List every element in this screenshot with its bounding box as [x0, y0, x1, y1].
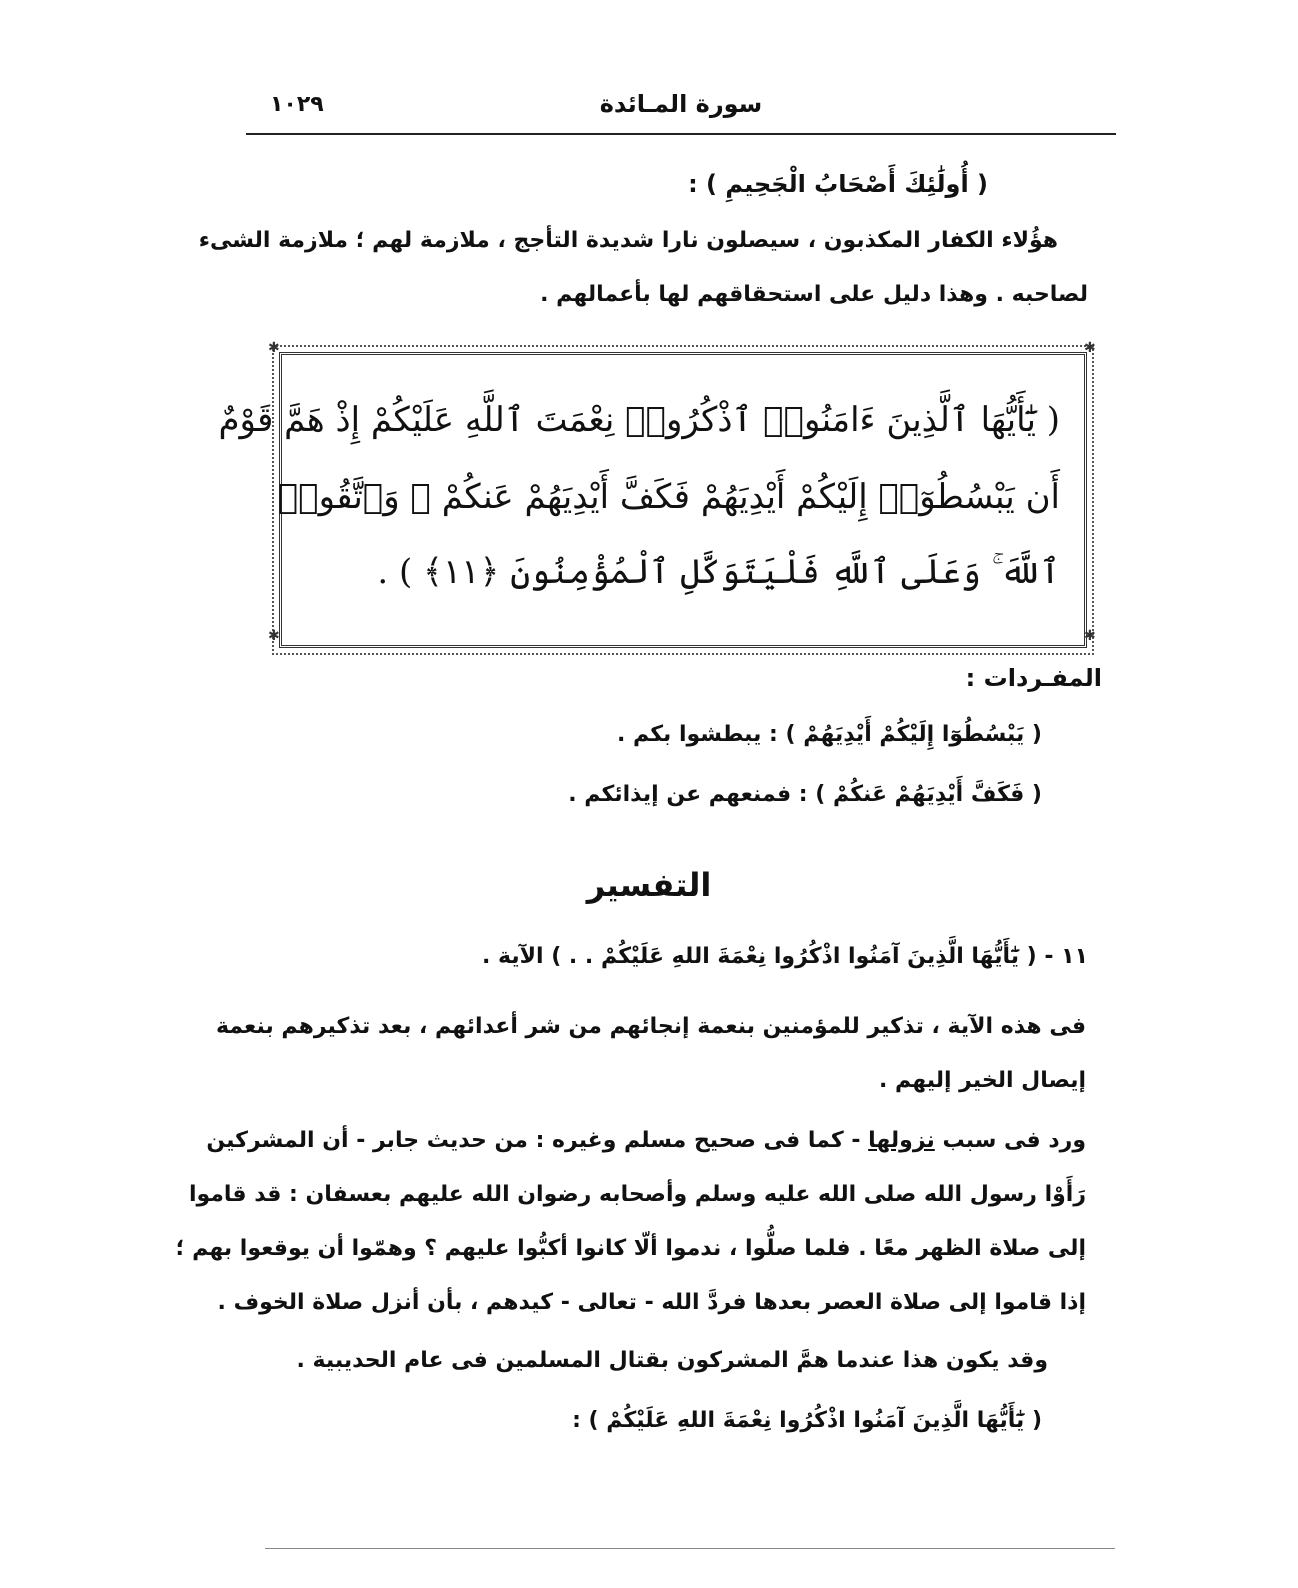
vocabulary-item-2: ( فَكَفَّ أَيْدِيَهُمْ عَنكُمْ ) : فمنعهم عن إيذائكم . [568, 782, 1042, 807]
frame-corner-ornament-icon: ✱ [1084, 340, 1096, 356]
verse-line-1: ( يَٰٓأَيُّهَا ٱلَّذِينَ ءَامَنُوا۟ ٱذْكُرُوا۟ نِعْمَتَ ٱللَّهِ عَلَيْكُمْ إِذْ هَمَّ قَوْمٌ [218, 400, 1060, 440]
intro-paragraph-line-2: لصاحبه . وهذا دليل على استحقاقهم لها بأعمالهم . [540, 282, 1088, 307]
frame-corner-ornament-icon: ✱ [268, 340, 280, 356]
page-header [246, 86, 1116, 130]
tafsir-paragraph-2-line-4: إذا قاموا إلى صلاة العصر بعدها فردَّ الله - تعالى - كيدهم ، بأن أنزل صلاة الخوف . [217, 1290, 1086, 1315]
intro-heading: ( أُولَٰئِكَ أَصْحَابُ الْجَحِيمِ ) : [688, 170, 988, 198]
tafsir-paragraph-1-line-2: إيصال الخير إليهم . [878, 1068, 1086, 1093]
paragraph-text: - كما فى صحيح مسلم وغيره : من حديث جابر - أن المشركين [206, 1128, 869, 1153]
footer-divider [265, 1548, 1115, 1549]
surah-title: سورة المـائدة [599, 90, 763, 118]
paragraph-text: ورد فى سبب [934, 1128, 1086, 1153]
underlined-word: نزولها [868, 1128, 935, 1153]
tafsir-paragraph-2-line-2: رَأَوْا رسول الله صلى الله عليه وسلم وأصحابه رضوان الله عليهم بعسفان : قد قاموا [188, 1182, 1086, 1207]
tafsir-paragraph-2-line-1 [206, 1128, 1086, 1153]
intro-paragraph-line-1: هؤُلاء الكفار المكذبون ، سيصلون نارا شديدة التأجج ، ملازمة لهم ؛ ملازمة الشىء [198, 228, 1058, 253]
tafsir-paragraph-3-line-1: وقد يكون هذا عندما همَّ المشركون بقتال المسلمين فى عام الحديبية . [296, 1348, 1048, 1373]
tafsir-paragraph-1-line-1: فى هذه الآية ، تذكير للمؤمنين بنعمة إنجائهم من شر أعدائهم ، بعد تذكيرهم بنعمة [215, 1014, 1086, 1039]
header-divider [246, 133, 1116, 135]
vocabulary-title: المفـردات : [965, 664, 1102, 692]
frame-corner-ornament-icon: ✱ [268, 628, 280, 644]
tafsir-closing-reference: ( يَٰٓأَيُّهَا الَّذِينَ آمَنُوا اذْكُرُوا نِعْمَةَ اللهِ عَلَيْكُمْ ) : [572, 1408, 1042, 1433]
quran-verse-frame [218, 352, 1087, 648]
tafsir-title: التفسير [586, 866, 712, 904]
page-number: ١٠٢٩ [270, 92, 324, 117]
tafsir-verse-reference: ١١ - ( يَٰٓأَيُّهَا الَّذِينَ آمَنُوا اذْكُرُوا نِعْمَةَ اللهِ عَلَيْكُمْ . . ) الآية . [482, 944, 1088, 969]
tafsir-paragraph-2-line-3: إلى صلاة الظهر معًا . فلما صلُّوا ، ندموا ألّا كانوا أكبُّوا عليهم ؟ وهمّوا أن يوقعوا بهم ؛ [175, 1236, 1086, 1261]
frame-corner-ornament-icon: ✱ [1084, 628, 1096, 644]
verse-line-3: ٱللَّهَ ۚ وَعَلَى ٱللَّهِ فَلْيَتَوَكَّلِ ٱلْمُؤْمِنُونَ ﴿١١﴾ ) . [377, 552, 1060, 592]
verse-line-2: أَن يَبْسُطُوٓا۟ إِلَيْكُمْ أَيْدِيَهُمْ فَكَفَّ أَيْدِيَهُمْ عَنكُمْ ۖ وَٱتَّقُوا۟ [277, 477, 1060, 517]
vocabulary-item-1: ( يَبْسُطُوٓا إِلَيْكُمْ أَيْدِيَهُمْ ) : يبطشوا بكم . [616, 722, 1042, 747]
